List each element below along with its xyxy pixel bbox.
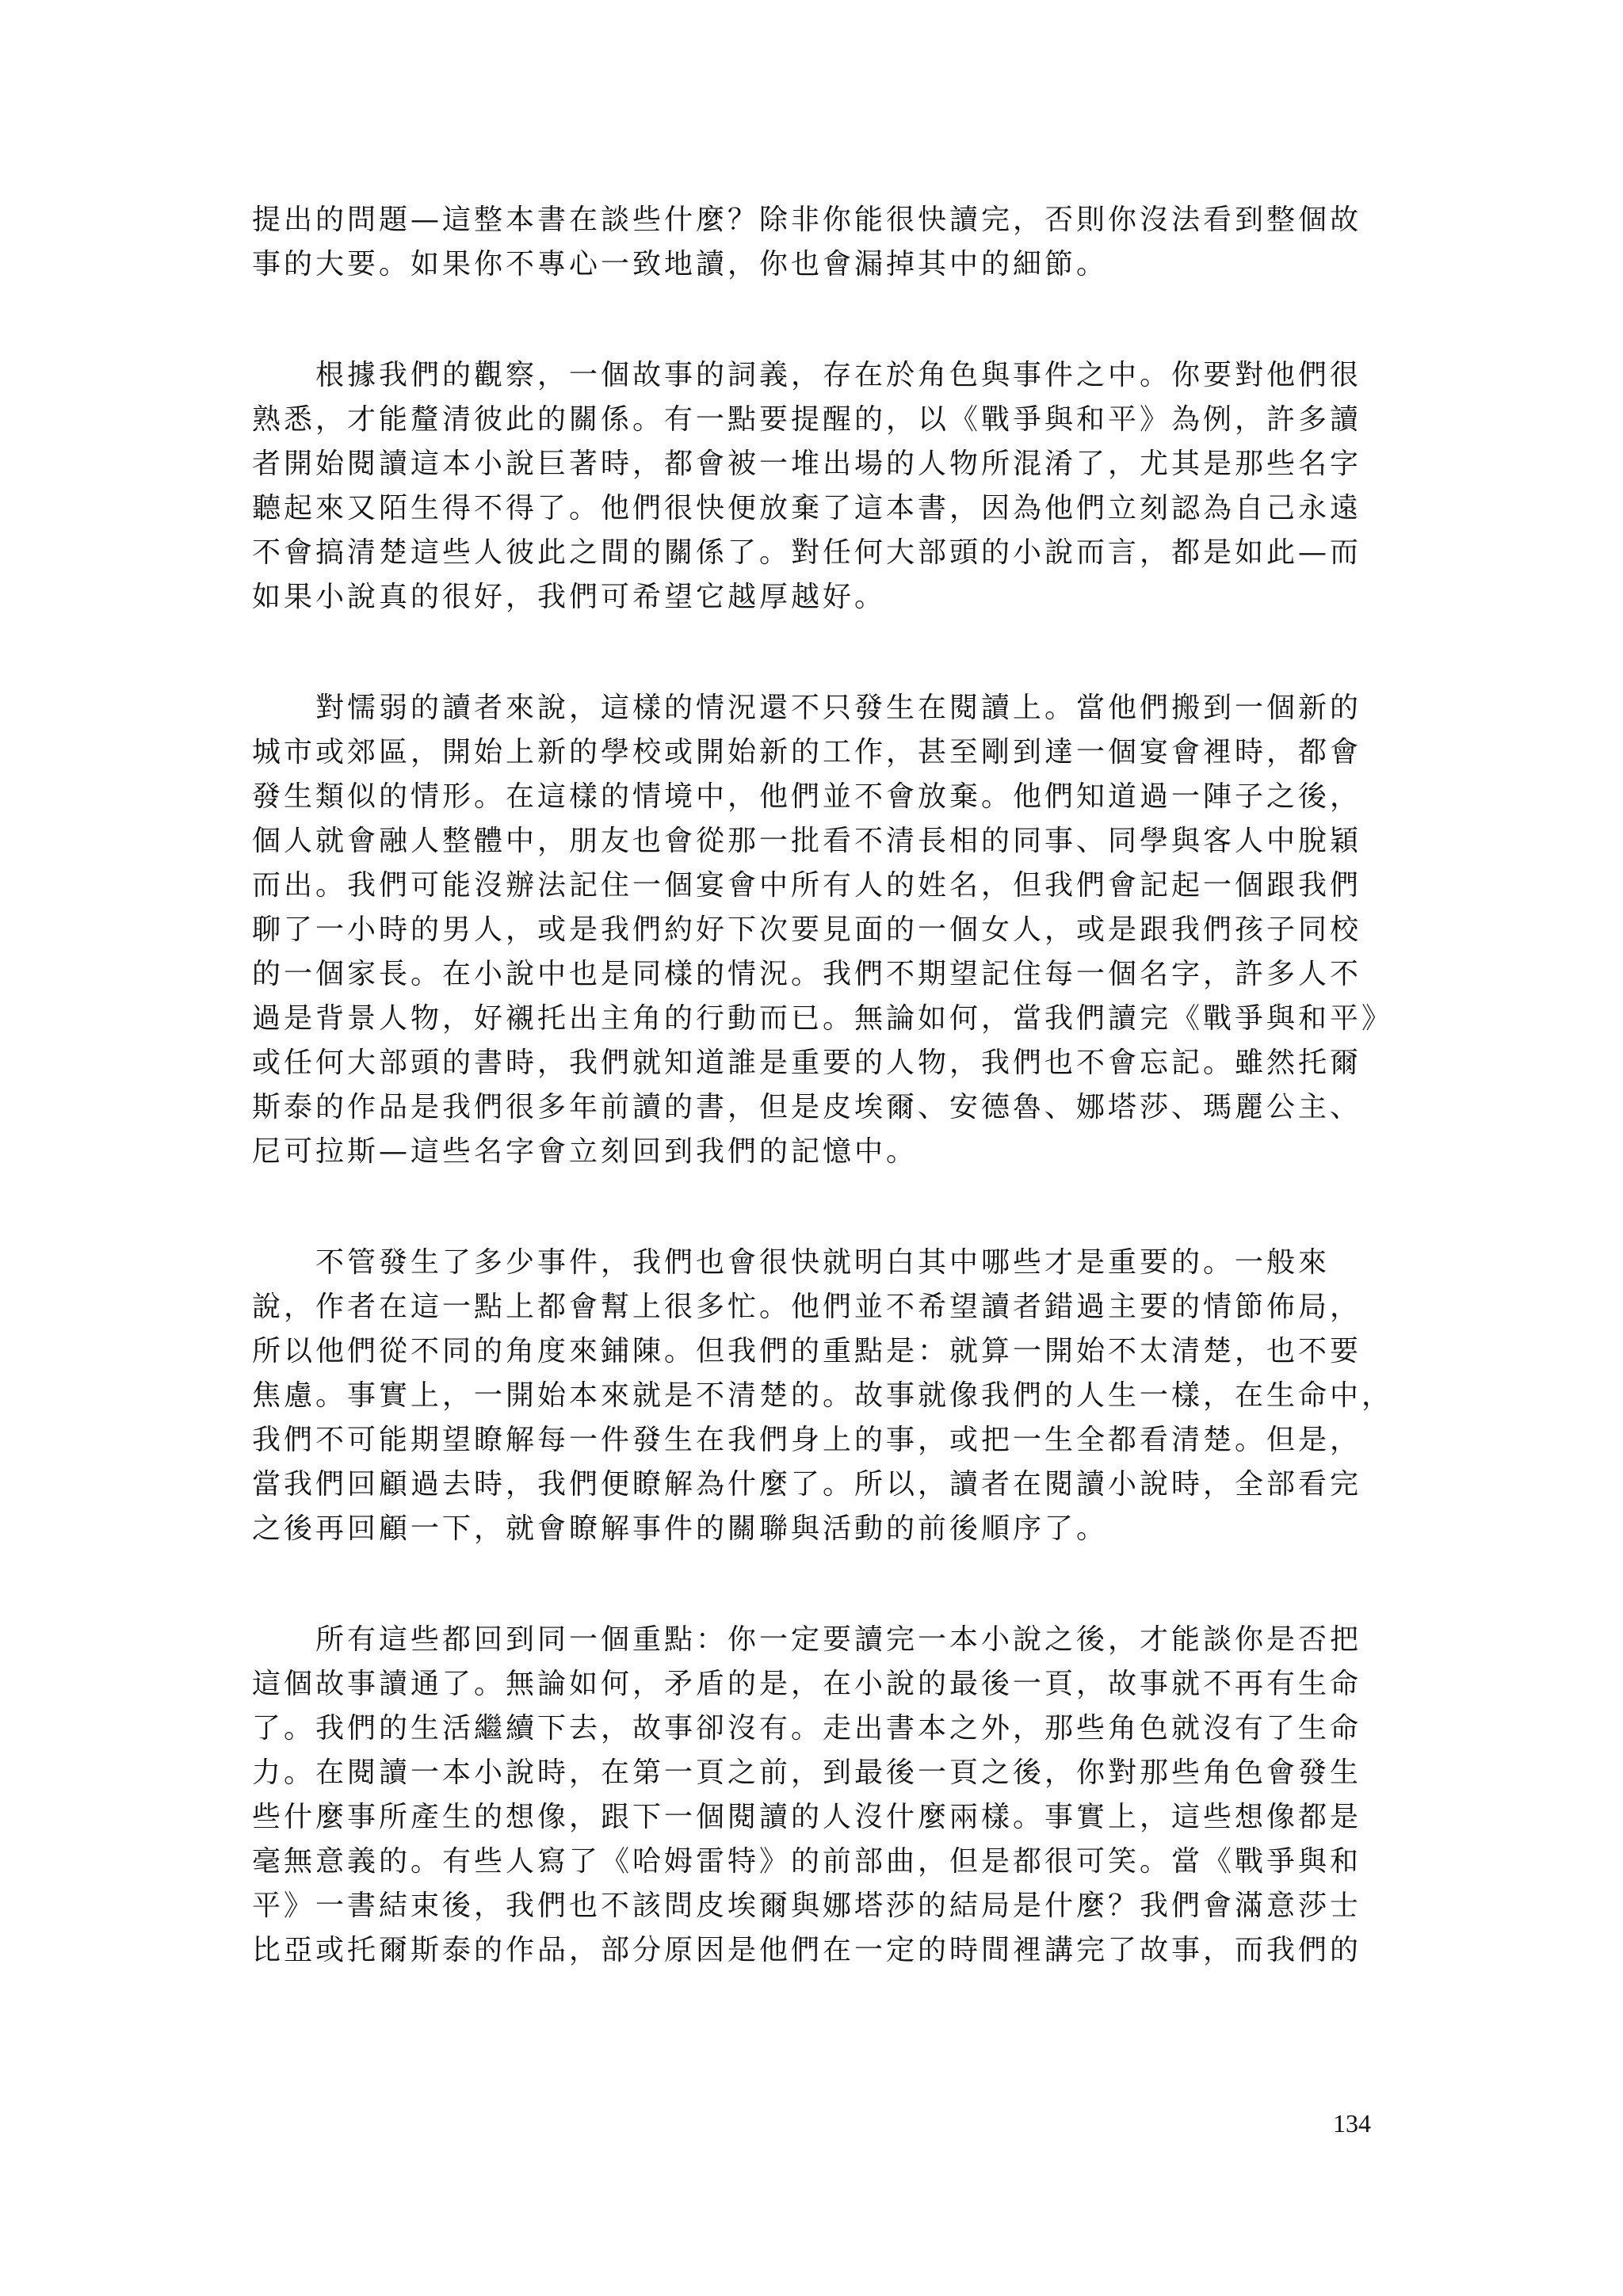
paragraph	[252, 1618, 1371, 1973]
text-line: 不管發生了多少事件，我們也會很快就明白其中哪些才是重要的。一般來	[252, 1246, 1331, 1279]
text-line: 毫無意義的。有些人寫了《哈姆雷特》的前部曲，但是都很可笑。當《戰爭與和	[252, 1845, 1362, 1878]
text-line: 了。我們的生活繼續下去，故事卻沒有。走出書本之外，那些角色就沒有了生命	[252, 1712, 1362, 1745]
text-line: 尼可拉斯—這些名字會立刻回到我們的記憶中。	[252, 1135, 918, 1168]
text-line: 城市或郊區，開始上新的學校或開始新的工作，甚至剛到達一個宴會裡時，都會	[252, 736, 1362, 769]
text-line: 平》一書結束後，我們也不該問皮埃爾與娜塔莎的結局是什麼？我們會滿意莎士	[252, 1890, 1362, 1922]
page-number: 134	[1333, 2109, 1371, 2138]
text-line: 提出的問題—這整本書在談些什麼？除非你能很快讀完，否則你沒法看到整個故	[252, 204, 1362, 236]
text-line: 我們不可能期望瞭解每一件發生在我們身上的事，或把一生全都看清楚。但是，	[252, 1424, 1362, 1456]
paragraph	[252, 686, 1394, 1174]
text-line: 說，作者在這一點上都會幫上很多忙。他們並不希望讀者錯過主要的情節佈局，	[252, 1291, 1362, 1323]
text-line: 者開始閱讀這本小說巨著時，都會被一堆出場的人物所混淆了，尤其是那些名字	[252, 448, 1362, 480]
text-line: 所有這些都回到同一個重點：你一定要讀完一本小說之後，才能談你是否把	[252, 1623, 1362, 1656]
text-line: 的一個家長。在小說中也是同樣的情況。我們不期望記住每一個名字，許多人不	[252, 958, 1362, 990]
text-line: 焦慮。事實上，一開始本來就是不清楚的。故事就像我們的人生一樣，在生命中，	[252, 1379, 1394, 1412]
text-line: 些什麼事所產生的想像，跟下一個閱讀的人沒什麼兩樣。事實上，這些想像都是	[252, 1801, 1362, 1833]
text-line: 這個故事讀通了。無論如何，矛盾的是，在小說的最後一頁，故事就不再有生命	[252, 1668, 1362, 1700]
text-line: 比亞或托爾斯泰的作品，部分原因是他們在一定的時間裡講完了故事，而我們的	[252, 1934, 1362, 1966]
paragraph	[252, 353, 1371, 620]
text-line: 如果小說真的很好，我們可希望它越厚越好。	[252, 581, 887, 613]
text-line: 根據我們的觀察，一個故事的詞義，存在於角色與事件之中。你要對他們很	[252, 359, 1362, 391]
text-line: 過是背景人物，好襯托出主角的行動而已。無論如何，當我們讀完《戰爭與和平》	[252, 1002, 1394, 1035]
text-line: 斯泰的作品是我們很多年前讀的書，但是皮埃爾、安德魯、娜塔莎、瑪麗公主、	[252, 1091, 1362, 1123]
text-line: 力。在閱讀一本小說時，在第一頁之前，到最後一頁之後，你對那些角色會發生	[252, 1756, 1362, 1789]
text-line: 或任何大部頭的書時，我們就知道誰是重要的人物，我們也不會忘記。雖然托爾	[252, 1047, 1362, 1079]
text-line: 之後再回顧一下，就會瞭解事件的關聯與活動的前後順序了。	[252, 1512, 1109, 1545]
text-line: 發生類似的情形。在這樣的情境中，他們並不會放棄。他們知道過一陣子之後，	[252, 780, 1362, 813]
text-line: 對懦弱的讀者來說，這樣的情況還不只發生在閱讀上。當他們搬到一個新的	[252, 692, 1362, 724]
text-line: 事的大要。如果你不專心一致地讀，你也會漏掉其中的細節。	[252, 248, 1109, 280]
text-line: 當我們回顧過去時，我們便瞭解為什麼了。所以，讀者在閱讀小說時，全部看完	[252, 1468, 1362, 1501]
text-line: 所以他們從不同的角度來鋪陳。但我們的重點是：就算一開始不太清楚，也不要	[252, 1335, 1362, 1367]
text-line: 熟悉，才能釐清彼此的關係。有一點要提醒的，以《戰爭與和平》為例，許多讀	[252, 403, 1362, 436]
text-line: 不會搞清楚這些人彼此之間的關係了。對任何大部頭的小說而言，都是如此—而	[252, 536, 1362, 569]
page-body	[252, 198, 1394, 2039]
text-line: 聽起來又陌生得不得了。他們很快便放棄了這本書，因為他們立刻認為自己永遠	[252, 492, 1362, 524]
paragraph	[252, 1241, 1394, 1551]
text-line: 個人就會融人整體中，朋友也會從那一批看不清長相的同事、同學與客人中脫穎	[252, 825, 1362, 857]
text-line: 而出。我們可能沒辦法記住一個宴會中所有人的姓名，但我們會記起一個跟我們	[252, 869, 1362, 902]
paragraph	[252, 198, 1371, 287]
text-line: 聊了一小時的男人，或是我們約好下次要見面的一個女人，或是跟我們孩子同校	[252, 913, 1362, 946]
